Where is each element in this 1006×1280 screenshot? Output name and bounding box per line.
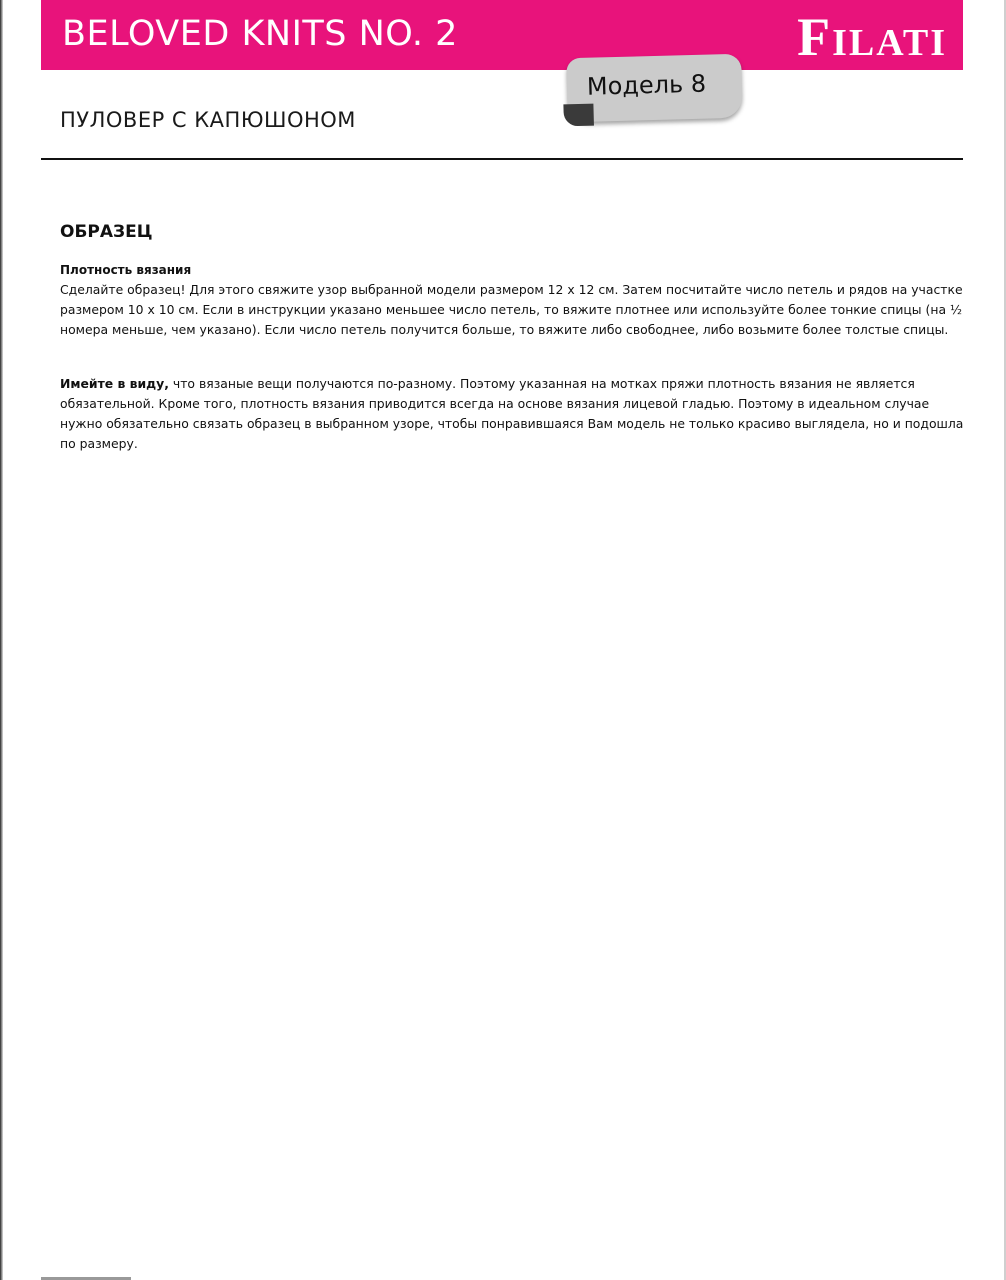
paragraph-note-body: что вязаные вещи получаются по-разному. Поэтому указанная на мотках пряжи плотность вязания не является обязательной. Кроме того, плотность вязания приводится всегда на основе вязания лицевой гладью. Поэтому в идеальном случае нужно обязательно связать образец в выбранном узоре, чтобы понравившаяся Вам модель не только красиво выглядела, но и подошла по размеру. (60, 376, 964, 451)
header-divider (41, 158, 963, 160)
model-tab (566, 54, 743, 123)
subheading-gauge: Плотность вязания (60, 263, 192, 277)
section-heading: ОБРАЗЕЦ (60, 222, 153, 242)
document-title: ПУЛОВЕР С КАПЮШОНОМ (60, 108, 356, 132)
model-label: Модель 8 (586, 69, 707, 101)
page-edge-left (0, 0, 3, 1280)
header-band (41, 0, 963, 70)
paragraph-note-lead: Имейте в виду, (60, 376, 169, 391)
paragraph-note (60, 374, 970, 454)
paragraph-gauge: Сделайте образец! Для этого свяжите узор выбранной модели размером 12 x 12 см. Затем посчитайте число петель и рядов на участке размером 10 x 10 см. Если в инструкции указано меньшее число петель, то вяжите плотнее или используйте более тонкие спицы (на ½ номера меньше, чем указано). Если число петель получится больше, то вяжите либо свободнее, либо возьмите более толстые спицы. (60, 282, 963, 337)
brand-logo: Filati (797, 7, 947, 67)
series-title: BELOVED KNITS NO. 2 (62, 14, 458, 54)
